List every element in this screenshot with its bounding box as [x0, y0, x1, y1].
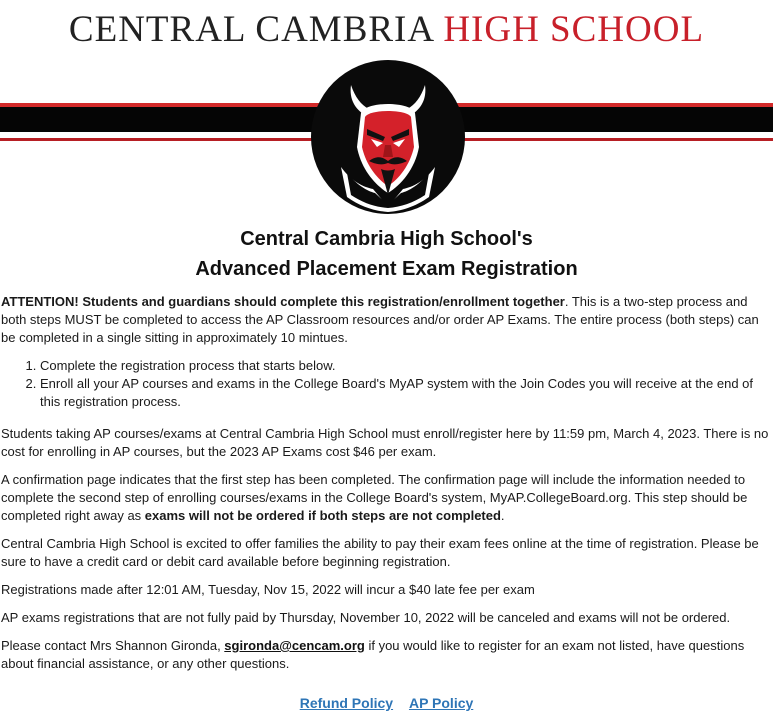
header-banner: [0, 0, 773, 220]
school-name-heading: [0, 8, 773, 51]
confirmation-end-text: .: [500, 508, 505, 523]
school-name-part1: CENTRAL CAMBRIA: [68, 9, 434, 50]
page-title: [0, 224, 773, 284]
cancel-notice-paragraph: AP exams registrations that are not fully paid by Thursday, November 10, 2022 will be canceled and exams will not be ordered.: [1, 610, 731, 625]
contact-email-link[interactable]: sgironda@cencam.org: [224, 638, 365, 653]
footer-links: [0, 695, 773, 711]
confirmation-bold-text: exams will not be ordered if both steps are not completed: [144, 508, 501, 523]
page-title-line1: Central Cambria High School's: [240, 228, 533, 250]
school-name-part2: HIGH SCHOOL: [443, 9, 705, 50]
confirmation-start-text: A confirmation page indicates that the first step has been completed. The confirmation page will include the information needed to complete the second step of enrolling courses/exams in the College Board's system, MyAP.CollegeBoard.org. This step should be completed right away as: [1, 472, 748, 523]
registration-info: [1, 293, 770, 683]
deadline-paragraph: Students taking AP courses/exams at Central Cambria High School must enroll/register here by 11:59 pm, March 4, 2023. There is no cost for enrolling in AP courses, but the 2023 AP Exams cost $46 per exam.: [1, 426, 769, 459]
page-title-line2: Advanced Placement Exam Registration: [195, 258, 578, 280]
contact-paragraph: [1, 637, 770, 673]
steps-list: [1, 357, 770, 411]
contact-end-text: if you would like to register for an exam not listed, have questions about financial assistance, or any other questions.: [1, 638, 745, 671]
payment-paragraph: Central Cambria High School is excited to offer families the ability to pay their exam fees online at the time of registration. Please be sure to have a credit card or debit card available before beginning registration.: [1, 536, 759, 569]
attention-bold-text: ATTENTION! Students and guardians should complete this registration/enrollment together: [1, 294, 565, 309]
step-item-1: 1. Complete the registration process that starts below.: [40, 357, 770, 375]
contact-start-text: Please contact Mrs Shannon Gironda,: [1, 638, 225, 653]
attention-rest-text: . This is a two-step process and both steps MUST be completed to access the AP Classroom resources and/or order AP Exams. The entire process (both steps) can be completed in a single sitting in approximately 10 mintues.: [1, 294, 759, 345]
attention-paragraph: [1, 293, 770, 347]
late-fee-paragraph: Registrations made after 12:01 AM, Tuesday, Nov 15, 2022 will incur a $40 late fee per exam: [1, 582, 535, 597]
red-devil-mascot-icon: [311, 57, 465, 215]
confirmation-paragraph: [1, 471, 770, 525]
ap-policy-link[interactable]: AP Policy: [408, 695, 474, 711]
step-item-2: 2. Enroll all your AP courses and exams in the College Board's MyAP system with the Join Codes you will receive at the end of this registration process.: [40, 375, 770, 411]
refund-policy-link[interactable]: Refund Policy: [299, 695, 394, 711]
